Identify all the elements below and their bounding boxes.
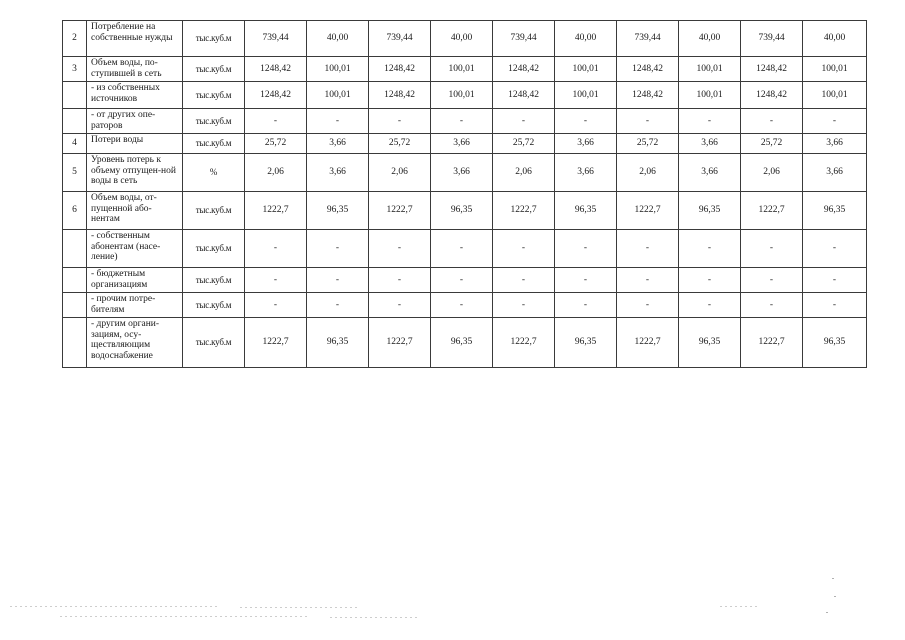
unit-cell: тыс.куб.м [183, 109, 245, 134]
value-cell: 739,44 [741, 21, 803, 57]
row-index-cell [63, 293, 87, 318]
value-cell: - [369, 293, 431, 318]
value-cell: - [493, 293, 555, 318]
value-cell: 25,72 [741, 134, 803, 154]
value-cell: - [431, 293, 493, 318]
value-cell: - [617, 230, 679, 268]
value-cell: 1248,42 [741, 82, 803, 109]
value-cell: 3,66 [803, 134, 867, 154]
unit-cell: тыс.куб.м [183, 82, 245, 109]
value-cell: - [431, 230, 493, 268]
value-cell: 2,06 [617, 154, 679, 192]
value-cell: - [307, 293, 369, 318]
unit-cell: % [183, 154, 245, 192]
value-cell: - [679, 268, 741, 293]
value-cell: - [803, 109, 867, 134]
value-cell: - [803, 230, 867, 268]
value-cell: 96,35 [555, 318, 617, 368]
unit-cell: тыс.куб.м [183, 192, 245, 230]
value-cell: - [245, 109, 307, 134]
value-cell: 1248,42 [493, 82, 555, 109]
value-cell: 1248,42 [245, 57, 307, 82]
value-cell: - [245, 230, 307, 268]
value-cell: 1222,7 [741, 318, 803, 368]
unit-cell: тыс.куб.м [183, 134, 245, 154]
table-row [63, 154, 867, 192]
value-cell: 1248,42 [369, 82, 431, 109]
value-cell: 3,66 [431, 134, 493, 154]
value-cell: 40,00 [431, 21, 493, 57]
table-body [63, 21, 867, 368]
value-cell: 2,06 [245, 154, 307, 192]
value-cell: 100,01 [307, 57, 369, 82]
value-cell: 1222,7 [617, 318, 679, 368]
value-cell: 3,66 [803, 154, 867, 192]
value-cell: - [803, 268, 867, 293]
table-row [63, 318, 867, 368]
value-cell: 1222,7 [617, 192, 679, 230]
value-cell: - [741, 109, 803, 134]
value-cell: 25,72 [493, 134, 555, 154]
value-cell: 1222,7 [245, 318, 307, 368]
value-cell: 100,01 [803, 57, 867, 82]
value-cell: 3,66 [679, 134, 741, 154]
row-index-cell [63, 318, 87, 368]
value-cell: 25,72 [245, 134, 307, 154]
value-cell: 96,35 [307, 318, 369, 368]
value-cell: 100,01 [555, 57, 617, 82]
value-cell: - [803, 293, 867, 318]
row-index-cell [63, 82, 87, 109]
indicator-name-cell: Объем воды, по-ступившей в сеть [87, 57, 183, 82]
value-cell: 739,44 [245, 21, 307, 57]
value-cell: - [555, 293, 617, 318]
value-cell: 100,01 [803, 82, 867, 109]
value-cell: - [369, 230, 431, 268]
value-cell: - [369, 268, 431, 293]
value-cell: - [307, 268, 369, 293]
indicator-name-cell: - другим органи-зациям, осу-ществляющим водоснабжение [87, 318, 183, 368]
value-cell: - [307, 230, 369, 268]
value-cell: 96,35 [555, 192, 617, 230]
value-cell: - [493, 109, 555, 134]
value-cell: 25,72 [369, 134, 431, 154]
table-row [63, 230, 867, 268]
value-cell: 100,01 [431, 82, 493, 109]
row-index-cell [63, 109, 87, 134]
value-cell: 3,66 [679, 154, 741, 192]
value-cell: 739,44 [617, 21, 679, 57]
table-row [63, 21, 867, 57]
value-cell: 2,06 [493, 154, 555, 192]
value-cell: - [617, 268, 679, 293]
value-cell: 1248,42 [369, 57, 431, 82]
value-cell: 739,44 [369, 21, 431, 57]
value-cell: 96,35 [307, 192, 369, 230]
indicator-name-cell: Объем воды, от-пущенной або-нентам [87, 192, 183, 230]
value-cell: - [679, 230, 741, 268]
table-row [63, 192, 867, 230]
unit-cell: тыс.куб.м [183, 293, 245, 318]
value-cell: 1248,42 [245, 82, 307, 109]
value-cell: - [369, 109, 431, 134]
value-cell: - [431, 109, 493, 134]
value-cell: 40,00 [307, 21, 369, 57]
value-cell: - [741, 230, 803, 268]
value-cell: 3,66 [431, 154, 493, 192]
value-cell: 1248,42 [617, 82, 679, 109]
value-cell: 100,01 [679, 57, 741, 82]
row-index-cell: 6 [63, 192, 87, 230]
row-index-cell: 2 [63, 21, 87, 57]
unit-cell: тыс.куб.м [183, 318, 245, 368]
value-cell: 40,00 [679, 21, 741, 57]
value-cell: - [431, 268, 493, 293]
value-cell: 40,00 [803, 21, 867, 57]
row-index-cell [63, 230, 87, 268]
value-cell: - [555, 109, 617, 134]
table-row [63, 57, 867, 82]
row-index-cell [63, 268, 87, 293]
value-cell: 3,66 [555, 154, 617, 192]
value-cell: 1248,42 [493, 57, 555, 82]
table-row [63, 293, 867, 318]
unit-cell: тыс.куб.м [183, 268, 245, 293]
value-cell: - [679, 109, 741, 134]
value-cell: - [245, 293, 307, 318]
value-cell: 1222,7 [369, 318, 431, 368]
row-index-cell: 5 [63, 154, 87, 192]
value-cell: 2,06 [369, 154, 431, 192]
unit-cell: тыс.куб.м [183, 57, 245, 82]
value-cell: 1248,42 [617, 57, 679, 82]
value-cell: 2,06 [741, 154, 803, 192]
value-cell: 40,00 [555, 21, 617, 57]
value-cell: - [679, 293, 741, 318]
table-row [63, 268, 867, 293]
row-index-cell: 4 [63, 134, 87, 154]
value-cell: 96,35 [679, 192, 741, 230]
value-cell: - [741, 268, 803, 293]
indicator-name-cell: - прочим потре-бителям [87, 293, 183, 318]
indicator-name-cell: - бюджетным организациям [87, 268, 183, 293]
value-cell: - [493, 230, 555, 268]
water-balance-table [62, 20, 867, 368]
value-cell: 96,35 [803, 318, 867, 368]
value-cell: 1222,7 [369, 192, 431, 230]
value-cell: - [493, 268, 555, 293]
indicator-name-cell: Потребление на собственные нужды [87, 21, 183, 57]
value-cell: 25,72 [617, 134, 679, 154]
table-row [63, 82, 867, 109]
value-cell: 96,35 [679, 318, 741, 368]
value-cell: 96,35 [431, 192, 493, 230]
value-cell: - [741, 293, 803, 318]
value-cell: 100,01 [307, 82, 369, 109]
value-cell: 100,01 [679, 82, 741, 109]
value-cell: 3,66 [555, 134, 617, 154]
value-cell: 1248,42 [741, 57, 803, 82]
value-cell: 3,66 [307, 154, 369, 192]
value-cell: - [245, 268, 307, 293]
value-cell: - [307, 109, 369, 134]
value-cell: 1222,7 [741, 192, 803, 230]
indicator-name-cell: - собственным абонентам (насе-ление) [87, 230, 183, 268]
value-cell: 96,35 [803, 192, 867, 230]
unit-cell: тыс.куб.м [183, 230, 245, 268]
value-cell: 1222,7 [245, 192, 307, 230]
value-cell: 1222,7 [493, 192, 555, 230]
table-row [63, 109, 867, 134]
indicator-name-cell: - из собственных источников [87, 82, 183, 109]
value-cell: - [555, 268, 617, 293]
value-cell: - [617, 293, 679, 318]
value-cell: 100,01 [431, 57, 493, 82]
value-cell: - [617, 109, 679, 134]
value-cell: - [555, 230, 617, 268]
value-cell: 1222,7 [493, 318, 555, 368]
indicator-name-cell: Потери воды [87, 134, 183, 154]
value-cell: 100,01 [555, 82, 617, 109]
value-cell: 739,44 [493, 21, 555, 57]
value-cell: 3,66 [307, 134, 369, 154]
indicator-name-cell: - от других опе-раторов [87, 109, 183, 134]
value-cell: 96,35 [431, 318, 493, 368]
table-row [63, 134, 867, 154]
indicator-name-cell: Уровень потерь к объему отпущен-ной воды в сеть [87, 154, 183, 192]
row-index-cell: 3 [63, 57, 87, 82]
unit-cell: тыс.куб.м [183, 21, 245, 57]
